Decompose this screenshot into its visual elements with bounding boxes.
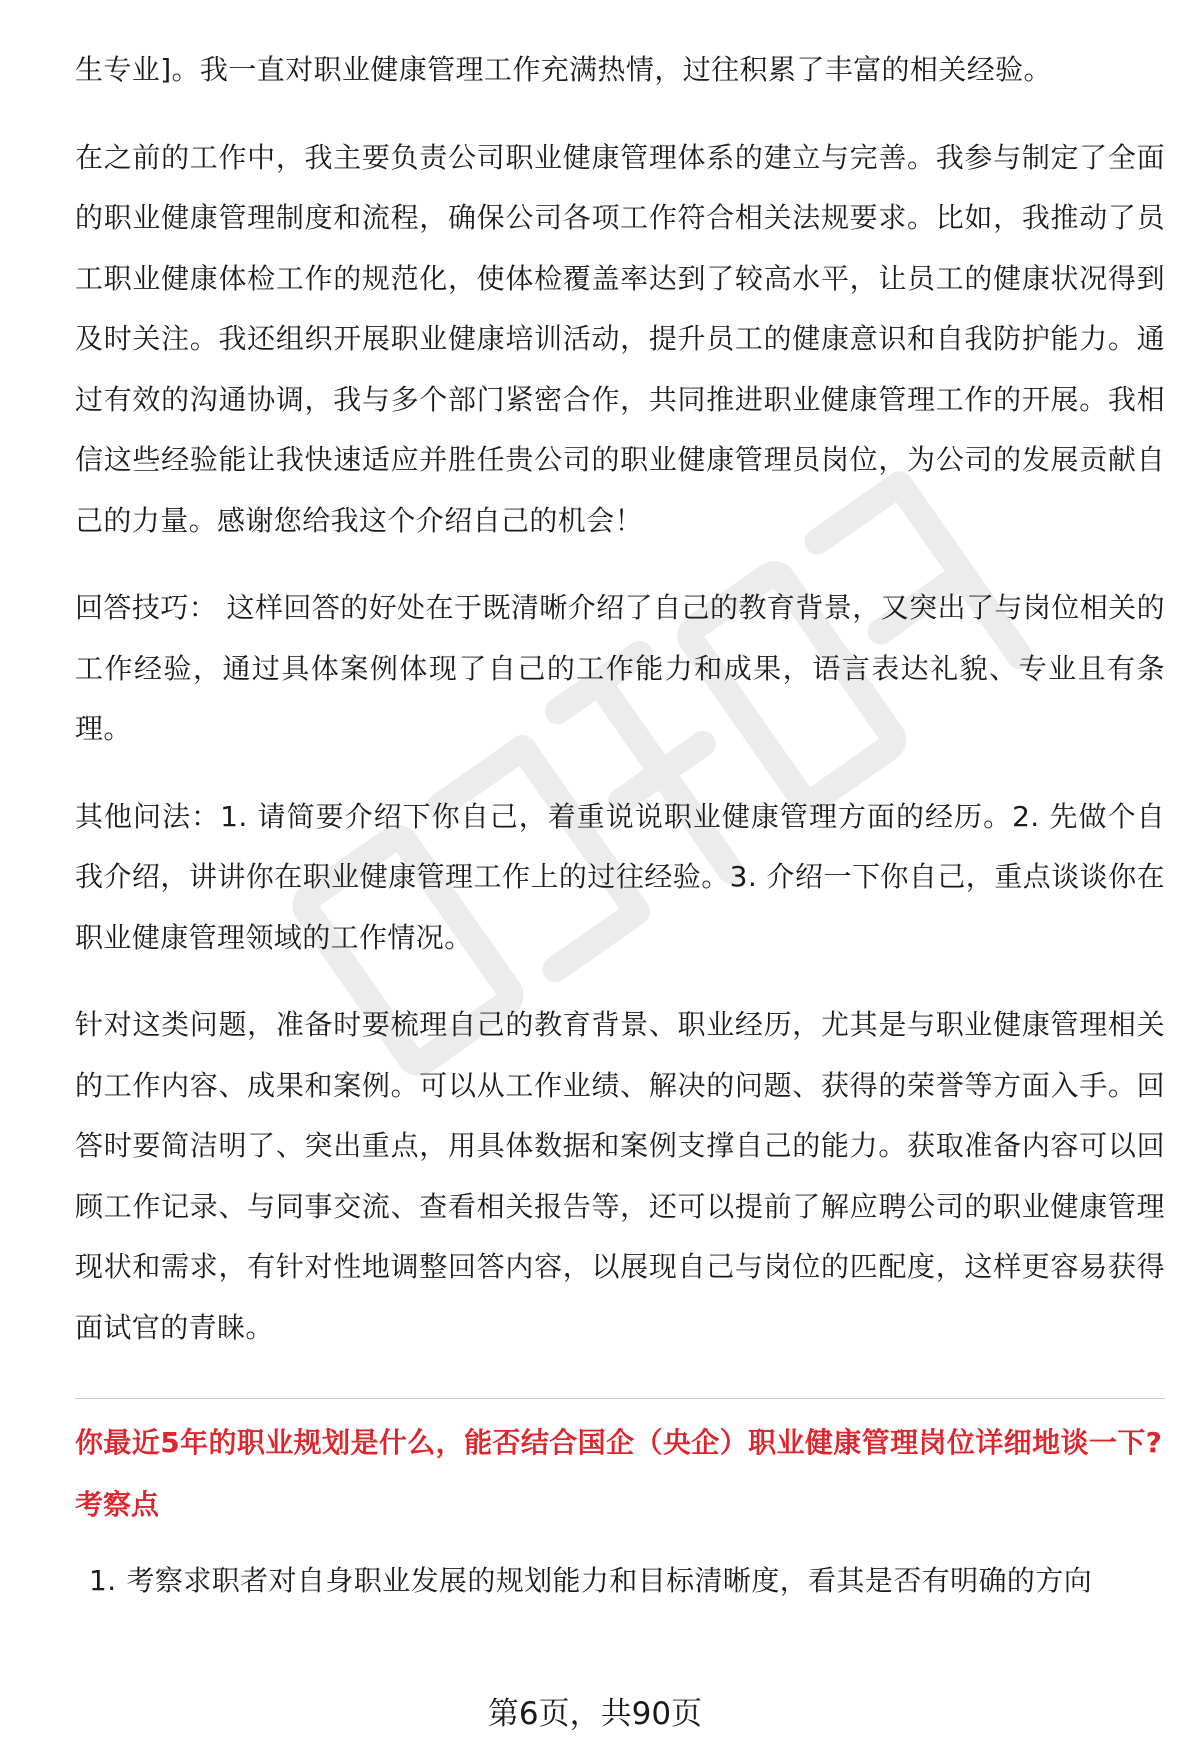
page-footer: 第6页，共90页 bbox=[487, 1696, 703, 1732]
question-heading: 你最近5年的职业规划是什么，能否结合国企（央企）职业健康管理岗位详细地谈一下? bbox=[75, 1426, 1163, 1459]
paragraph-other-questions: 其他问法：1. 请简要介绍下你自己，着重说说职业健康管理方面的经历。2. 先做个自我介绍，讲讲你在职业健康管理工作上的过往经验。3. 介绍一下你自己，重点谈谈你在职业健康管理领域的工作情况。 bbox=[75, 799, 1165, 954]
section-title-assessment-points: 考察点 bbox=[75, 1488, 160, 1521]
assessment-list bbox=[75, 1551, 1165, 1611]
paragraph-intro-end: 生专业]。我一直对职业健康管理工作充满热情，过往积累了丰富的相关经验。 bbox=[75, 53, 1052, 86]
document-body bbox=[75, 40, 1165, 1611]
paragraph-answer-tips: 回答技巧： 这样回答的好处在于既清晰介绍了自己的教育背景，又突出了与岗位相关的工作经验，通过具体案例体现了自己的工作能力和成果，语言表达礼貌、专业且有条理。 bbox=[75, 591, 1165, 745]
section-divider bbox=[75, 1398, 1165, 1399]
paragraph-preparation-advice: 针对这类问题，准备时要梳理自己的教育背景、职业经历，尤其是与职业健康管理相关的工作内容、成果和案例。可以从工作业绩、解决的问题、获得的荣誉等方面入手。回答时要简洁明了、突出重点，用具体数据和案例支撑自己的能力。获取准备内容可以回顾工作记录、与同事交流、查看相关报告等，还可以提前了解应聘公司的职业健康管理现状和需求，有针对性地调整回答内容，以展现自己与岗位的匹配度，这样更容易获得面试官的青睐。 bbox=[75, 1008, 1165, 1344]
list-item-text: 考察求职者对自身职业发展的规划能力和目标清晰度，看其是否有明确的方向 bbox=[126, 1564, 1093, 1597]
list-item bbox=[75, 1551, 1165, 1611]
list-item-number: 1. bbox=[89, 1564, 117, 1597]
paragraph-work-experience: 在之前的工作中，我主要负责公司职业健康管理体系的建立与完善。我参与制定了全面的职业健康管理制度和流程，确保公司各项工作符合相关法规要求。比如，我推动了员工职业健康体检工作的规范化，使体检覆盖率达到了较高水平，让员工的健康状况得到及时关注。我还组织开展职业健康培训活动，提升员工的健康意识和自我防护能力。通过有效的沟通协调，我与多个部门紧密合作，共同推进职业健康管理工作的开展。我相信这些经验能让我快速适应并胜任贵公司的职业健康管理员岗位，为公司的发展贡献自己的力量。感谢您给我这个介绍自己的机会！ bbox=[75, 140, 1165, 537]
